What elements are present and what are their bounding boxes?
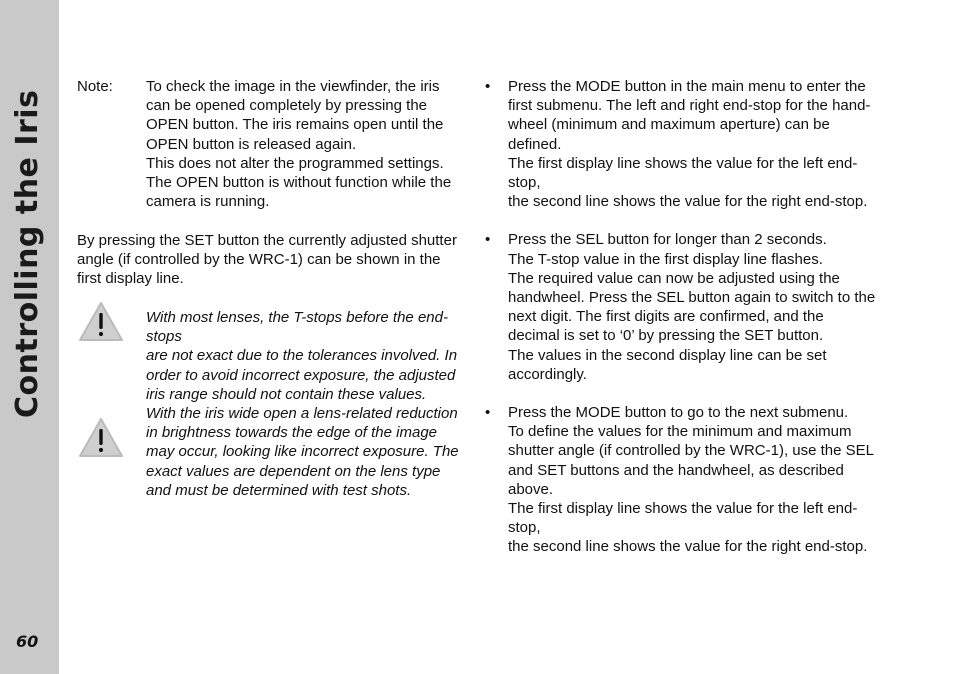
list-item [485,230,880,384]
text-line: first display line. [77,270,184,288]
text-line: angle (if controlled by the WRC-1) can be shown in the [77,251,441,269]
text-line: and must be determined with test shots. [146,481,412,499]
text-line: To define the values for the minimum and maximum [508,423,852,441]
text-line: OPEN button is released again. [146,135,357,153]
text-line: The OPEN button is without function while the [146,174,452,192]
instruction-list [485,77,880,576]
warning-text [146,404,472,500]
warning-icon [77,416,125,465]
bullet-marker: • [485,78,491,95]
note-label: Note: [77,78,113,95]
text-line: Press the MODE button in the main menu to enter the [508,78,866,95]
warning-icon [77,300,125,349]
warning-text [146,308,472,404]
text-line: This does not alter the programmed settings. [146,154,444,172]
text-line: By pressing the SET button the currently adjusted shutter [77,232,457,249]
text-line: order to avoid incorrect exposure, the adjusted [146,366,456,384]
text-line: The T-stop value in the first display line flashes. [508,250,823,268]
text-line: Press the SEL button for longer than 2 seconds. [508,231,827,249]
bullet-marker: • [485,231,491,249]
text-line: The values in the second display line can be set [508,346,827,364]
text-line: With the iris wide open a lens-related reduction [146,405,458,422]
text-line: next digit. The first digits are confirmed, and the [508,308,824,326]
text-line: The first display line shows the value for the left end-stop, [508,500,858,537]
chapter-title: Controlling the Iris [10,89,45,418]
text-line: the second line shows the value for the right end-stop. [508,538,868,556]
text-line: and SET buttons and the handwheel, as described above. [508,461,844,498]
text-line: handwheel. Press the SEL button again to switch to the [508,289,876,307]
text-line: first submenu. The left and right end-stop for the hand- [508,97,871,115]
page-number: 60 [16,632,39,651]
list-item [485,77,880,211]
text-line: The first display line shows the value for the left end-stop, [508,154,858,192]
bullet-marker: • [485,404,491,422]
text-line: camera is running. [146,193,270,211]
text-line: in brightness towards the edge of the image [146,424,438,442]
list-item [485,403,880,557]
sidebar [0,0,59,674]
text-line: the second line shows the value for the right end-stop. [508,193,868,211]
text-line: may occur, looking like incorrect exposure. The [146,443,459,461]
text-line: shutter angle (if controlled by the WRC-1), use the SEL [508,442,875,460]
text-line: decimal is set to ‘0’ by pressing the SET button. [508,327,824,345]
text-line: OPEN button. The iris remains open until the [146,116,444,134]
text-line: The required value can now be adjusted using the [508,269,840,287]
text-line: Press the MODE button to go to the next submenu. [508,404,849,422]
text-line: are not exact due to the tolerances involved. In [146,347,458,365]
intro-paragraph [77,231,467,289]
text-line: accordingly. [508,365,587,383]
note-body [146,77,476,211]
text-line: With most lenses, the T-stops before the end-stops [146,309,448,346]
text-line: can be opened completely by pressing the [146,97,428,115]
text-line: To check the image in the viewfinder, the iris [146,78,440,95]
text-line: iris range should not contain these values. [146,385,427,403]
text-line: wheel (minimum and maximum aperture) can be defined. [508,116,830,153]
text-line: exact values are dependent on the lens type [146,462,441,480]
